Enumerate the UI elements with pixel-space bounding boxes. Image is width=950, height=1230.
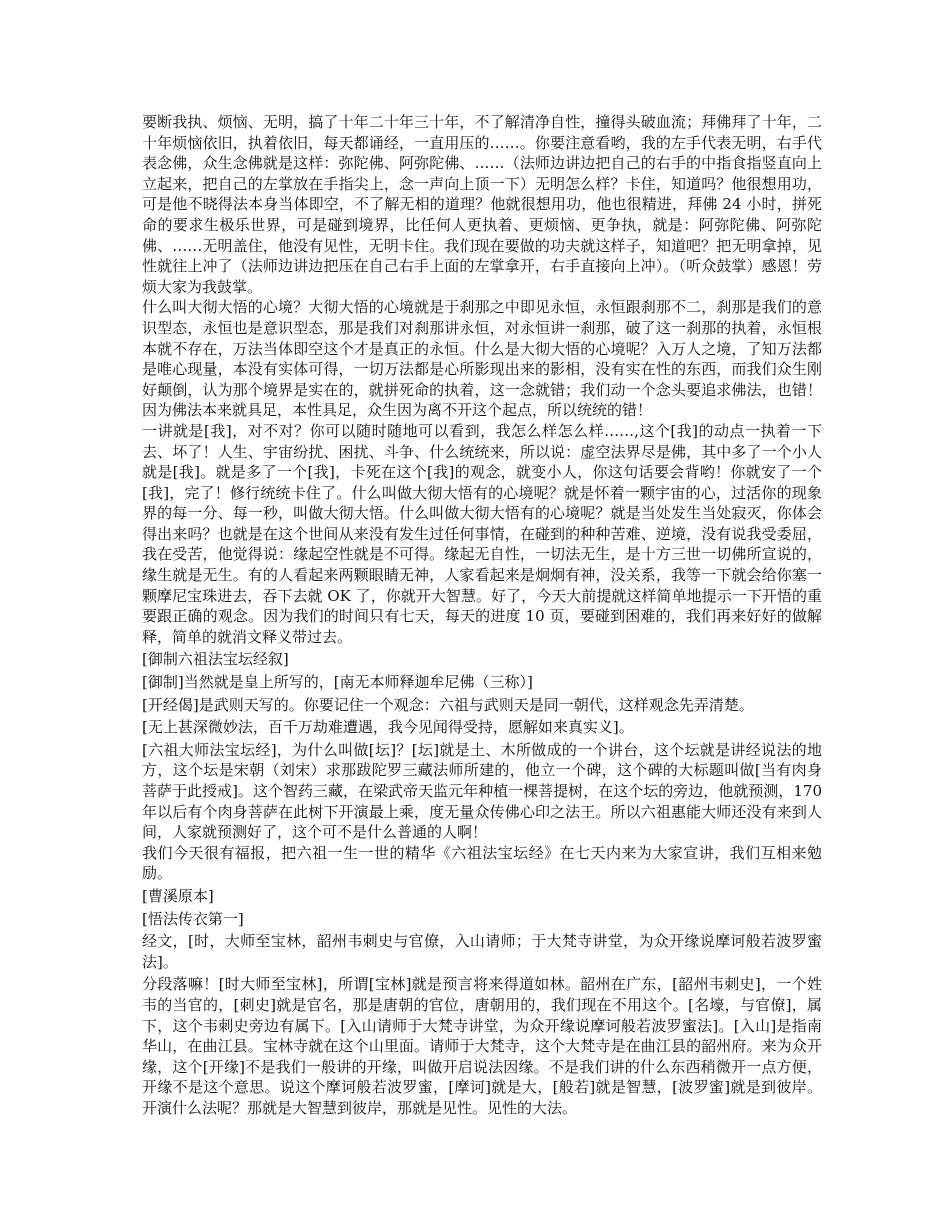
paragraph-self-attachment: 一讲就是[我]，对不对？你可以随时随地可以看到，我怎么样怎么样……,这个[我]的动点一执着一下去、坏了！人生、宇宙纷扰、困扰、斗争、什么统统来，所以说：虚空法界尽是佛，其中多了一个小人就是[我]。就是多了一个[我]，卡死在这个[我]的观念，就变小人，你这句话要会背哟！你就安了一个[我]，完了！修行统统卡住了。什么叫做大彻大悟有的心境呢？就是怀着一颗宇宙的心，过活你的现象界的每一分、每一秒，叫做大彻大悟。什么叫做大彻大悟有的心境呢？就是当处发生当处寂灭，你体会得出来吗？也就是在这个世间从来没有发生过任何事情，在碰到的种种苦难、逆境，没有说我受委屈，我在受苦，他觉得说：缘起空性就是不可得。缘起无自性，一切法无生，是十方三世一切佛所宣说的，缘生就是无生。有的人看起来两颗眼睛无神，人家看起来是炯炯有神，没关系，我等一下就会给你塞一颗摩尼宝珠进去，吞下去就 OK 了，你就开大智慧。好了，今天大前提就这样简单地提示一下开悟的重要跟正确的观念。因为我们的时间只有七天，每天的进度 10 页，要碰到困难的，我们再来好好的做解释，简单的就消文释义带过去。 xyxy=(142,421,822,646)
paragraph-sutra-text: 经文，[时，大师至宝林，韶州韦刺史与官僚，入山请师；于大梵寺讲堂，为众开缘说摩诃般若波罗蜜法]。 xyxy=(142,932,822,971)
paragraph-commentary: 分段落嘛！[时大师至宝林]，所谓[宝林]就是预言将来得道如林。韶州在广东，[韶州韦刺史]，一个姓韦的当官的，[刺史]就是官名，那是唐朝的官位，唐朝用的，我们现在不用这个。[名壕，与官僚]，属下，这个韦刺史旁边有属下。[入山请师于大梵寺讲堂，为众开缘说摩诃般若波罗蜜法]。[入山]是指南华山，在曲江县。宝林寺就在这个山里面。请师于大梵寺，这个大梵寺是在曲江县的韶州府。来为众开缘，这个[开缘]不是我们一般讲的开缘，叫做开启说法因缘。不是我们讲的什么东西稍微开一点方便，开缘不是这个意思。说这个摩诃般若波罗蜜，[摩诃]就是大，[般若]就是智慧，[波罗蜜]就是到彼岸。开演什么法呢？那就是大智慧到彼岸，那就是见性。见性的大法。 xyxy=(142,975,822,1117)
heading-imperial-preface: [御制六祖法宝坛经叙] xyxy=(142,650,289,669)
paragraph-intro: 要断我执、烦恼、无明，搞了十年二十年三十年，不了解清净自性，撞得头破血流；拜佛拜了十年，二十年烦恼依旧，执着依旧，每天都诵经，一直用压的……。你要注意看哟，我的左手代表无明，右手代表念佛，众生念佛就是这样：弥陀佛、阿弥陀佛、……（法师边讲边把自己的右手的中指食指竖直向上立起来，把自己的左掌放在手指尖上，念一声向上顶一下）无明怎么样？卡住，知道吗？他很想用功，可是他不晓得法本身当体即空，不了解无相的道理？他就很想用功，他也很精进，拜佛 24 小时，拼死命的要求生极乐世界，可是碰到境界，比任何人更执着、更烦恼、更争执，就是：阿弥陀佛、阿弥陀佛、……无明盖住，他没有见性，无明卡住。我们现在要做的功夫就这样子，知道吧？把无明拿掉，见性就往上冲了（法师边讲边把压在自己右手上面的左掌拿开，右手直接向上冲）。（听众鼓掌）感恩！劳烦大家为我鼓掌。 xyxy=(142,113,822,296)
paragraph-opening-verse: [开经偈]是武则天写的。你要记住一个观念：六祖与武则天是同一朝代，这样观念先弄清楚。 xyxy=(142,695,754,714)
heading-caoxi-edition: [曹溪原本] xyxy=(142,886,214,905)
document-body xyxy=(142,112,822,1119)
paragraph-imperial: [御制]当然就是皇上所写的，[南无本师释迦牟尼佛（三称）] xyxy=(142,673,533,692)
paragraph-great-enlightenment: 什么叫大彻大悟的心境？大彻大悟的心境就是于刹那之中即见永恒，永恒跟刹那不二，刹那是我们的意识型态，永恒也是意识型态，那是我们对刹那讲永恒，对永恒讲一刹那，破了这一刹那的执着，永恒根本就不存在，万法当体即空这个才是真正的永恒。什么是大彻大悟的心境呢？入万人之境，了知万法都是唯心现量，本没有实体可得，一切万法都是心所影现出来的影相，没有实在性的东西，而我们众生刚好颠倒，认为那个境界是实在的，就拼死命的执着，这一念就错；我们动一个念头要追求佛法，也错！因为佛法本来就具足，本性具足，众生因为离不开这个起点，所以统统的错！ xyxy=(142,298,822,420)
heading-chapter-one: [悟法传衣第一] xyxy=(142,909,244,928)
paragraph-platform-sutra: [六祖大师法宝坛经]，为什么叫做[坛]？[坛]就是土、木所做成的一个讲台，这个坛就是讲经说法的地方，这个坛是宋朝（刘宋）求那跋陀罗三藏法师所建的，他立一个碑，这个碑的大标题叫做[当有肉身菩萨于此授戒]。这个智药三藏，在梁武帝天监元年种植一棵菩提树，在这个坛的旁边，他就预测，170 年以后有个肉身菩萨在此树下开演最上乘，度无量众传佛心印之法王。所以六祖惠能大师还没有来到人间，人家就预测好了，这个可不是什么普通的人啊！ xyxy=(142,740,822,842)
paragraph-blessing: 我们今天很有福报，把六祖一生一世的精华《六祖法宝坛经》在七天内来为大家宣讲，我们互相来勉励。 xyxy=(142,843,822,883)
paragraph-verse-text: [无上甚深微妙法，百千万劫难遭遇，我今见闻得受持，愿解如来真实义]。 xyxy=(142,718,634,737)
